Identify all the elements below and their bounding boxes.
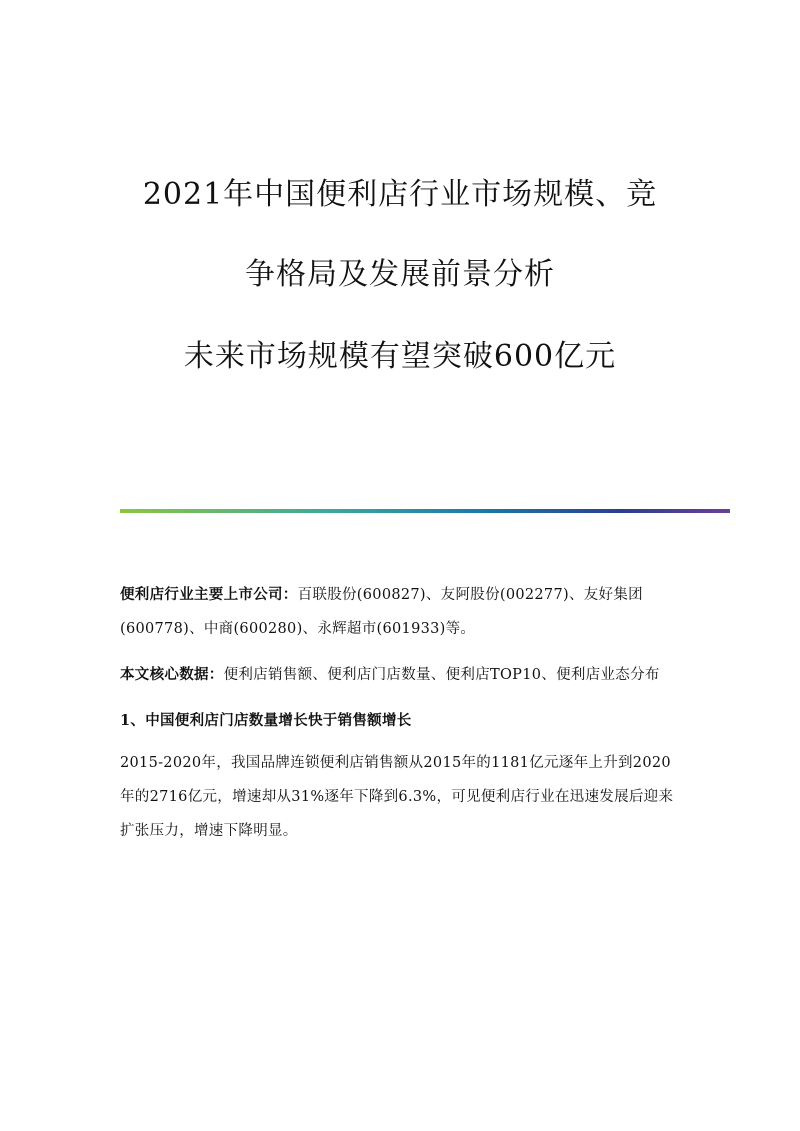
document-subtitle: 未来市场规模有望突破600亿元 — [183, 339, 617, 374]
companies-paragraph — [120, 578, 680, 646]
core-data-label: 本文核心数据： — [120, 666, 224, 683]
title-block — [0, 172, 800, 380]
document-title-line-2: 争格局及发展前景分析 — [245, 257, 555, 292]
section-1-heading: 1、中国便利店门店数量增长快于销售额增长 — [120, 712, 412, 729]
section-1-body: 2015-2020年，我国品牌连锁便利店销售额从2015年的1181亿元逐年上升到2020年的2716亿元，增速却从31%逐年下降到6.3%，可见便利店行业在迅速发展后迎来扩张压力，增速下降明显。 — [120, 755, 674, 839]
companies-label: 便利店行业主要上市公司： — [120, 586, 298, 603]
companies-text: 百联股份(600827)、友阿股份(002277)、友好集团(600778)、中商(600280)、永辉超市(601933)等。 — [120, 587, 643, 637]
core-data-text: 便利店销售额、便利店门店数量、便利店TOP10、便利店业态分布 — [223, 667, 660, 683]
gradient-divider — [120, 509, 730, 513]
document-body — [120, 578, 680, 858]
document-title-line-1: 2021年中国便利店行业市场规模、竞 — [142, 177, 658, 212]
core-data-paragraph — [120, 658, 680, 692]
